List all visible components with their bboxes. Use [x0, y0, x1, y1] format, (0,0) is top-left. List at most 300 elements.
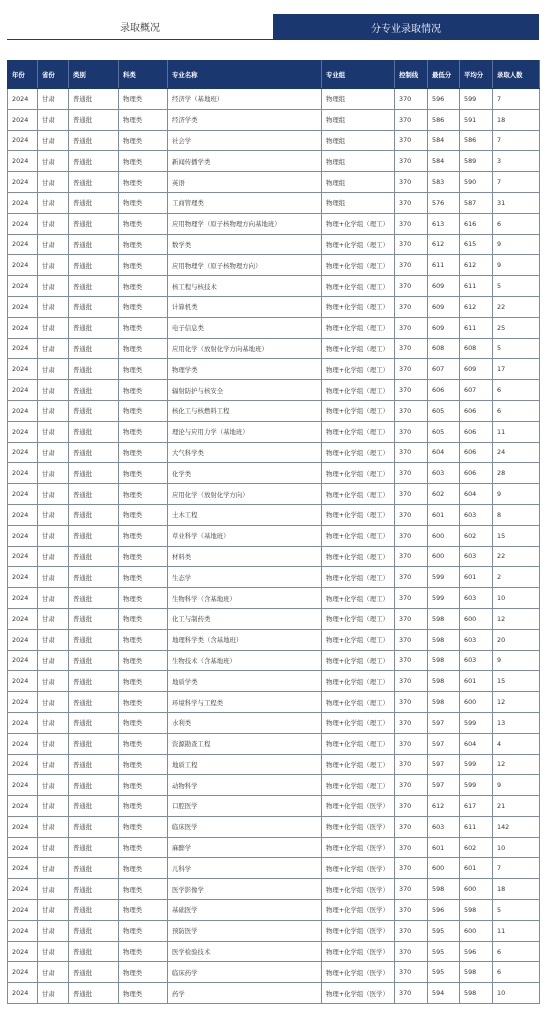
cell-province: 甘肃 — [38, 317, 69, 338]
cell-admitted-count: 6 — [493, 380, 540, 401]
cell-year: 2024 — [8, 920, 38, 941]
cell-subject-type: 物理类 — [119, 151, 168, 172]
table-row — [8, 463, 540, 484]
table-row — [8, 920, 540, 941]
column-header-category: 类别 — [69, 61, 119, 89]
table-row — [8, 255, 540, 276]
cell-year: 2024 — [8, 588, 38, 609]
cell-year: 2024 — [8, 858, 38, 879]
cell-min-score: 598 — [428, 671, 460, 692]
cell-province: 甘肃 — [38, 213, 69, 234]
cell-major-name: 麻醉学 — [168, 837, 322, 858]
cell-control-line: 370 — [395, 359, 428, 380]
cell-control-line: 370 — [395, 525, 428, 546]
cell-avg-score: 587 — [460, 192, 493, 213]
table-row — [8, 109, 540, 130]
cell-avg-score: 600 — [460, 608, 493, 629]
cell-control-line: 370 — [395, 484, 428, 505]
cell-year: 2024 — [8, 546, 38, 567]
cell-avg-score: 598 — [460, 983, 493, 1004]
table-row — [8, 421, 540, 442]
cell-province: 甘肃 — [38, 296, 69, 317]
cell-min-score: 599 — [428, 567, 460, 588]
cell-year: 2024 — [8, 296, 38, 317]
tab-bar — [7, 14, 539, 40]
cell-subject-type: 物理类 — [119, 983, 168, 1004]
cell-year: 2024 — [8, 109, 38, 130]
cell-major-name: 预防医学 — [168, 920, 322, 941]
cell-major-name: 基础医学 — [168, 900, 322, 921]
cell-min-score: 599 — [428, 588, 460, 609]
column-header-year: 年份 — [8, 61, 38, 89]
cell-province: 甘肃 — [38, 463, 69, 484]
cell-category: 普通批 — [69, 421, 119, 442]
cell-admitted-count: 12 — [493, 608, 540, 629]
cell-admitted-count: 12 — [493, 692, 540, 713]
table-row — [8, 608, 540, 629]
cell-category: 普通批 — [69, 192, 119, 213]
column-header-avg-score: 平均分 — [460, 61, 493, 89]
cell-avg-score: 603 — [460, 504, 493, 525]
table-row — [8, 858, 540, 879]
cell-subject-type: 物理类 — [119, 837, 168, 858]
cell-category: 普通批 — [69, 796, 119, 817]
cell-subject-type: 物理类 — [119, 213, 168, 234]
table-row — [8, 442, 540, 463]
cell-category: 普通批 — [69, 941, 119, 962]
header-row — [8, 61, 540, 89]
cell-province: 甘肃 — [38, 109, 69, 130]
cell-major-name: 医学影像学 — [168, 879, 322, 900]
cell-min-score: 612 — [428, 234, 460, 255]
cell-subject-type: 物理类 — [119, 255, 168, 276]
cell-subject-type: 物理类 — [119, 504, 168, 525]
cell-year: 2024 — [8, 504, 38, 525]
table-row — [8, 816, 540, 837]
cell-major-group: 物理+化学组（理工） — [322, 213, 395, 234]
cell-control-line: 370 — [395, 900, 428, 921]
cell-category: 普通批 — [69, 712, 119, 733]
cell-province: 甘肃 — [38, 567, 69, 588]
cell-min-score: 609 — [428, 317, 460, 338]
cell-control-line: 370 — [395, 629, 428, 650]
cell-control-line: 370 — [395, 400, 428, 421]
cell-admitted-count: 6 — [493, 400, 540, 421]
cell-major-group: 物理+化学组（理工） — [322, 442, 395, 463]
cell-avg-score: 601 — [460, 858, 493, 879]
cell-year: 2024 — [8, 359, 38, 380]
column-header-province: 省份 — [38, 61, 69, 89]
cell-admitted-count: 13 — [493, 712, 540, 733]
cell-major-group: 物理+化学组（理工） — [322, 359, 395, 380]
cell-control-line: 370 — [395, 317, 428, 338]
cell-province: 甘肃 — [38, 754, 69, 775]
cell-min-score: 576 — [428, 192, 460, 213]
cell-year: 2024 — [8, 525, 38, 546]
cell-avg-score: 611 — [460, 816, 493, 837]
cell-province: 甘肃 — [38, 941, 69, 962]
table-row — [8, 525, 540, 546]
cell-major-name: 资源勘查工程 — [168, 733, 322, 754]
table-row — [8, 983, 540, 1004]
cell-major-group: 物理+化学组（理工） — [322, 276, 395, 297]
cell-min-score: 595 — [428, 941, 460, 962]
cell-category: 普通批 — [69, 380, 119, 401]
cell-major-group: 物理+化学组（理工） — [322, 338, 395, 359]
cell-control-line: 370 — [395, 816, 428, 837]
cell-category: 普通批 — [69, 650, 119, 671]
cell-control-line: 370 — [395, 296, 428, 317]
cell-category: 普通批 — [69, 858, 119, 879]
cell-avg-score: 612 — [460, 255, 493, 276]
cell-major-group: 物理+化学组（理工） — [322, 504, 395, 525]
cell-avg-score: 603 — [460, 546, 493, 567]
tab-admission-overview[interactable]: 录取概况 — [7, 14, 273, 40]
cell-admitted-count: 7 — [493, 130, 540, 151]
cell-control-line: 370 — [395, 837, 428, 858]
cell-major-group: 物理+化学组（医学） — [322, 796, 395, 817]
cell-year: 2024 — [8, 130, 38, 151]
cell-control-line: 370 — [395, 192, 428, 213]
cell-major-name: 工商管理类 — [168, 192, 322, 213]
cell-subject-type: 物理类 — [119, 317, 168, 338]
cell-province: 甘肃 — [38, 775, 69, 796]
cell-admitted-count: 31 — [493, 192, 540, 213]
cell-subject-type: 物理类 — [119, 671, 168, 692]
table-row — [8, 733, 540, 754]
cell-major-name: 儿科学 — [168, 858, 322, 879]
cell-major-group: 物理+化学组（理工） — [322, 380, 395, 401]
table-row — [8, 338, 540, 359]
cell-year: 2024 — [8, 151, 38, 172]
cell-major-name: 核工程与核技术 — [168, 276, 322, 297]
cell-province: 甘肃 — [38, 858, 69, 879]
cell-admitted-count: 11 — [493, 920, 540, 941]
cell-major-name: 经济学（基地班） — [168, 89, 322, 110]
cell-avg-score: 607 — [460, 380, 493, 401]
cell-admitted-count: 9 — [493, 255, 540, 276]
cell-category: 普通批 — [69, 130, 119, 151]
cell-major-group: 物理组 — [322, 89, 395, 110]
cell-year: 2024 — [8, 900, 38, 921]
cell-admitted-count: 4 — [493, 733, 540, 754]
cell-province: 甘肃 — [38, 650, 69, 671]
cell-avg-score: 611 — [460, 276, 493, 297]
cell-min-score: 611 — [428, 255, 460, 276]
column-header-subject-type: 科类 — [119, 61, 168, 89]
cell-year: 2024 — [8, 962, 38, 983]
cell-major-group: 物理组 — [322, 151, 395, 172]
cell-category: 普通批 — [69, 276, 119, 297]
cell-category: 普通批 — [69, 567, 119, 588]
table-row — [8, 796, 540, 817]
cell-avg-score: 586 — [460, 130, 493, 151]
cell-subject-type: 物理类 — [119, 359, 168, 380]
cell-category: 普通批 — [69, 463, 119, 484]
cell-major-name: 英语 — [168, 172, 322, 193]
cell-category: 普通批 — [69, 920, 119, 941]
table-row — [8, 484, 540, 505]
cell-min-score: 601 — [428, 504, 460, 525]
cell-control-line: 370 — [395, 608, 428, 629]
cell-subject-type: 物理类 — [119, 130, 168, 151]
cell-avg-score: 602 — [460, 525, 493, 546]
cell-subject-type: 物理类 — [119, 109, 168, 130]
table-row — [8, 962, 540, 983]
cell-major-group: 物理+化学组（医学） — [322, 837, 395, 858]
cell-major-name: 物理学类 — [168, 359, 322, 380]
cell-control-line: 370 — [395, 338, 428, 359]
cell-major-name: 动物科学 — [168, 775, 322, 796]
cell-avg-score: 606 — [460, 421, 493, 442]
cell-admitted-count: 24 — [493, 442, 540, 463]
cell-subject-type: 物理类 — [119, 234, 168, 255]
cell-admitted-count: 5 — [493, 900, 540, 921]
cell-major-name: 应用化学（放射化学方向基地班） — [168, 338, 322, 359]
cell-subject-type: 物理类 — [119, 650, 168, 671]
cell-avg-score: 604 — [460, 733, 493, 754]
cell-category: 普通批 — [69, 837, 119, 858]
cell-major-group: 物理+化学组（医学） — [322, 858, 395, 879]
cell-category: 普通批 — [69, 983, 119, 1004]
cell-major-name: 经济学类 — [168, 109, 322, 130]
cell-province: 甘肃 — [38, 879, 69, 900]
cell-control-line: 370 — [395, 442, 428, 463]
cell-province: 甘肃 — [38, 442, 69, 463]
cell-subject-type: 物理类 — [119, 712, 168, 733]
cell-subject-type: 物理类 — [119, 858, 168, 879]
cell-subject-type: 物理类 — [119, 567, 168, 588]
cell-subject-type: 物理类 — [119, 380, 168, 401]
cell-province: 甘肃 — [38, 192, 69, 213]
cell-province: 甘肃 — [38, 525, 69, 546]
cell-major-name: 化工与制药类 — [168, 608, 322, 629]
cell-control-line: 370 — [395, 567, 428, 588]
cell-major-group: 物理+化学组（理工） — [322, 671, 395, 692]
cell-major-group: 物理组 — [322, 109, 395, 130]
cell-major-group: 物理+化学组（理工） — [322, 546, 395, 567]
cell-min-score: 597 — [428, 712, 460, 733]
cell-min-score: 595 — [428, 962, 460, 983]
cell-category: 普通批 — [69, 588, 119, 609]
cell-avg-score: 596 — [460, 941, 493, 962]
cell-avg-score: 599 — [460, 712, 493, 733]
cell-subject-type: 物理类 — [119, 920, 168, 941]
cell-province: 甘肃 — [38, 421, 69, 442]
cell-admitted-count: 11 — [493, 421, 540, 442]
cell-major-group: 物理+化学组（医学） — [322, 816, 395, 837]
table-row — [8, 567, 540, 588]
cell-province: 甘肃 — [38, 692, 69, 713]
cell-admitted-count: 6 — [493, 213, 540, 234]
cell-min-score: 583 — [428, 172, 460, 193]
cell-control-line: 370 — [395, 650, 428, 671]
cell-category: 普通批 — [69, 629, 119, 650]
cell-control-line: 370 — [395, 421, 428, 442]
cell-avg-score: 609 — [460, 359, 493, 380]
table-row — [8, 712, 540, 733]
cell-admitted-count: 10 — [493, 983, 540, 1004]
table-row — [8, 504, 540, 525]
cell-major-group: 物理+化学组（理工） — [322, 421, 395, 442]
cell-major-name: 医学检验技术 — [168, 941, 322, 962]
cell-category: 普通批 — [69, 296, 119, 317]
cell-major-name: 地理科学类（含基地班） — [168, 629, 322, 650]
cell-admitted-count: 9 — [493, 775, 540, 796]
cell-admitted-count: 2 — [493, 567, 540, 588]
cell-admitted-count: 5 — [493, 276, 540, 297]
cell-category: 普通批 — [69, 234, 119, 255]
cell-admitted-count: 7 — [493, 89, 540, 110]
table-row — [8, 151, 540, 172]
cell-admitted-count: 21 — [493, 796, 540, 817]
cell-category: 普通批 — [69, 879, 119, 900]
table-row — [8, 213, 540, 234]
table-row — [8, 192, 540, 213]
table-row — [8, 650, 540, 671]
cell-subject-type: 物理类 — [119, 338, 168, 359]
cell-control-line: 370 — [395, 255, 428, 276]
cell-year: 2024 — [8, 941, 38, 962]
cell-major-group: 物理+化学组（医学） — [322, 879, 395, 900]
cell-major-group: 物理+化学组（理工） — [322, 754, 395, 775]
column-header-admitted-count: 录取人数 — [493, 61, 540, 89]
cell-min-score: 609 — [428, 296, 460, 317]
cell-major-name: 生物技术（含基地班） — [168, 650, 322, 671]
cell-control-line: 370 — [395, 712, 428, 733]
cell-min-score: 603 — [428, 463, 460, 484]
cell-year: 2024 — [8, 380, 38, 401]
cell-admitted-count: 15 — [493, 671, 540, 692]
cell-avg-score: 598 — [460, 900, 493, 921]
cell-min-score: 609 — [428, 276, 460, 297]
tab-admission-by-major[interactable]: 分专业录取情况 — [273, 14, 539, 40]
cell-control-line: 370 — [395, 920, 428, 941]
table-row — [8, 130, 540, 151]
cell-year: 2024 — [8, 837, 38, 858]
cell-year: 2024 — [8, 712, 38, 733]
cell-major-name: 核化工与核燃料工程 — [168, 400, 322, 421]
cell-subject-type: 物理类 — [119, 733, 168, 754]
table-row — [8, 588, 540, 609]
cell-major-group: 物理+化学组（理工） — [322, 629, 395, 650]
cell-control-line: 370 — [395, 151, 428, 172]
cell-major-name: 水利类 — [168, 712, 322, 733]
cell-subject-type: 物理类 — [119, 276, 168, 297]
cell-major-name: 社会学 — [168, 130, 322, 151]
cell-control-line: 370 — [395, 504, 428, 525]
cell-year: 2024 — [8, 421, 38, 442]
cell-avg-score: 601 — [460, 671, 493, 692]
cell-admitted-count: 9 — [493, 650, 540, 671]
cell-year: 2024 — [8, 608, 38, 629]
cell-major-group: 物理+化学组（理工） — [322, 317, 395, 338]
cell-major-group: 物理+化学组（理工） — [322, 400, 395, 421]
cell-subject-type: 物理类 — [119, 941, 168, 962]
cell-control-line: 370 — [395, 546, 428, 567]
cell-major-group: 物理+化学组（理工） — [322, 463, 395, 484]
cell-category: 普通批 — [69, 484, 119, 505]
cell-min-score: 598 — [428, 879, 460, 900]
cell-min-score: 598 — [428, 608, 460, 629]
cell-year: 2024 — [8, 463, 38, 484]
cell-admitted-count: 10 — [493, 588, 540, 609]
cell-control-line: 370 — [395, 858, 428, 879]
cell-avg-score: 599 — [460, 89, 493, 110]
cell-admitted-count: 12 — [493, 754, 540, 775]
cell-avg-score: 599 — [460, 754, 493, 775]
cell-major-name: 应用物理学（原子核物理方向） — [168, 255, 322, 276]
cell-subject-type: 物理类 — [119, 629, 168, 650]
cell-admitted-count: 6 — [493, 941, 540, 962]
cell-min-score: 607 — [428, 359, 460, 380]
cell-province: 甘肃 — [38, 629, 69, 650]
cell-year: 2024 — [8, 671, 38, 692]
cell-major-group: 物理+化学组（理工） — [322, 234, 395, 255]
cell-min-score: 598 — [428, 692, 460, 713]
cell-category: 普通批 — [69, 359, 119, 380]
cell-category: 普通批 — [69, 255, 119, 276]
cell-major-name: 生物科学（含基地班） — [168, 588, 322, 609]
table-row — [8, 941, 540, 962]
cell-major-group: 物理+化学组（理工） — [322, 775, 395, 796]
cell-min-score: 606 — [428, 380, 460, 401]
cell-major-name: 地质工程 — [168, 754, 322, 775]
cell-major-group: 物理组 — [322, 130, 395, 151]
cell-year: 2024 — [8, 172, 38, 193]
cell-province: 甘肃 — [38, 962, 69, 983]
cell-avg-score: 616 — [460, 213, 493, 234]
cell-control-line: 370 — [395, 941, 428, 962]
column-header-major-group: 专业组 — [322, 61, 395, 89]
cell-control-line: 370 — [395, 213, 428, 234]
cell-min-score: 601 — [428, 837, 460, 858]
cell-avg-score: 590 — [460, 172, 493, 193]
table-row — [8, 900, 540, 921]
cell-province: 甘肃 — [38, 712, 69, 733]
cell-subject-type: 物理类 — [119, 442, 168, 463]
cell-avg-score: 589 — [460, 151, 493, 172]
cell-min-score: 598 — [428, 629, 460, 650]
cell-avg-score: 615 — [460, 234, 493, 255]
cell-subject-type: 物理类 — [119, 192, 168, 213]
cell-admitted-count: 10 — [493, 837, 540, 858]
cell-control-line: 370 — [395, 775, 428, 796]
cell-control-line: 370 — [395, 588, 428, 609]
cell-major-name: 环境科学与工程类 — [168, 692, 322, 713]
cell-major-group: 物理+化学组（理工） — [322, 255, 395, 276]
cell-major-name: 临床药学 — [168, 962, 322, 983]
table-row — [8, 400, 540, 421]
cell-province: 甘肃 — [38, 276, 69, 297]
cell-avg-score: 617 — [460, 796, 493, 817]
cell-control-line: 370 — [395, 89, 428, 110]
cell-province: 甘肃 — [38, 484, 69, 505]
cell-year: 2024 — [8, 629, 38, 650]
cell-min-score: 604 — [428, 442, 460, 463]
cell-year: 2024 — [8, 796, 38, 817]
cell-major-group: 物理+化学组（医学） — [322, 962, 395, 983]
cell-admitted-count: 142 — [493, 816, 540, 837]
cell-min-score: 612 — [428, 796, 460, 817]
cell-control-line: 370 — [395, 276, 428, 297]
cell-year: 2024 — [8, 400, 38, 421]
cell-province: 甘肃 — [38, 151, 69, 172]
cell-min-score: 602 — [428, 484, 460, 505]
cell-min-score: 597 — [428, 754, 460, 775]
cell-major-name: 大气科学类 — [168, 442, 322, 463]
cell-avg-score: 600 — [460, 879, 493, 900]
